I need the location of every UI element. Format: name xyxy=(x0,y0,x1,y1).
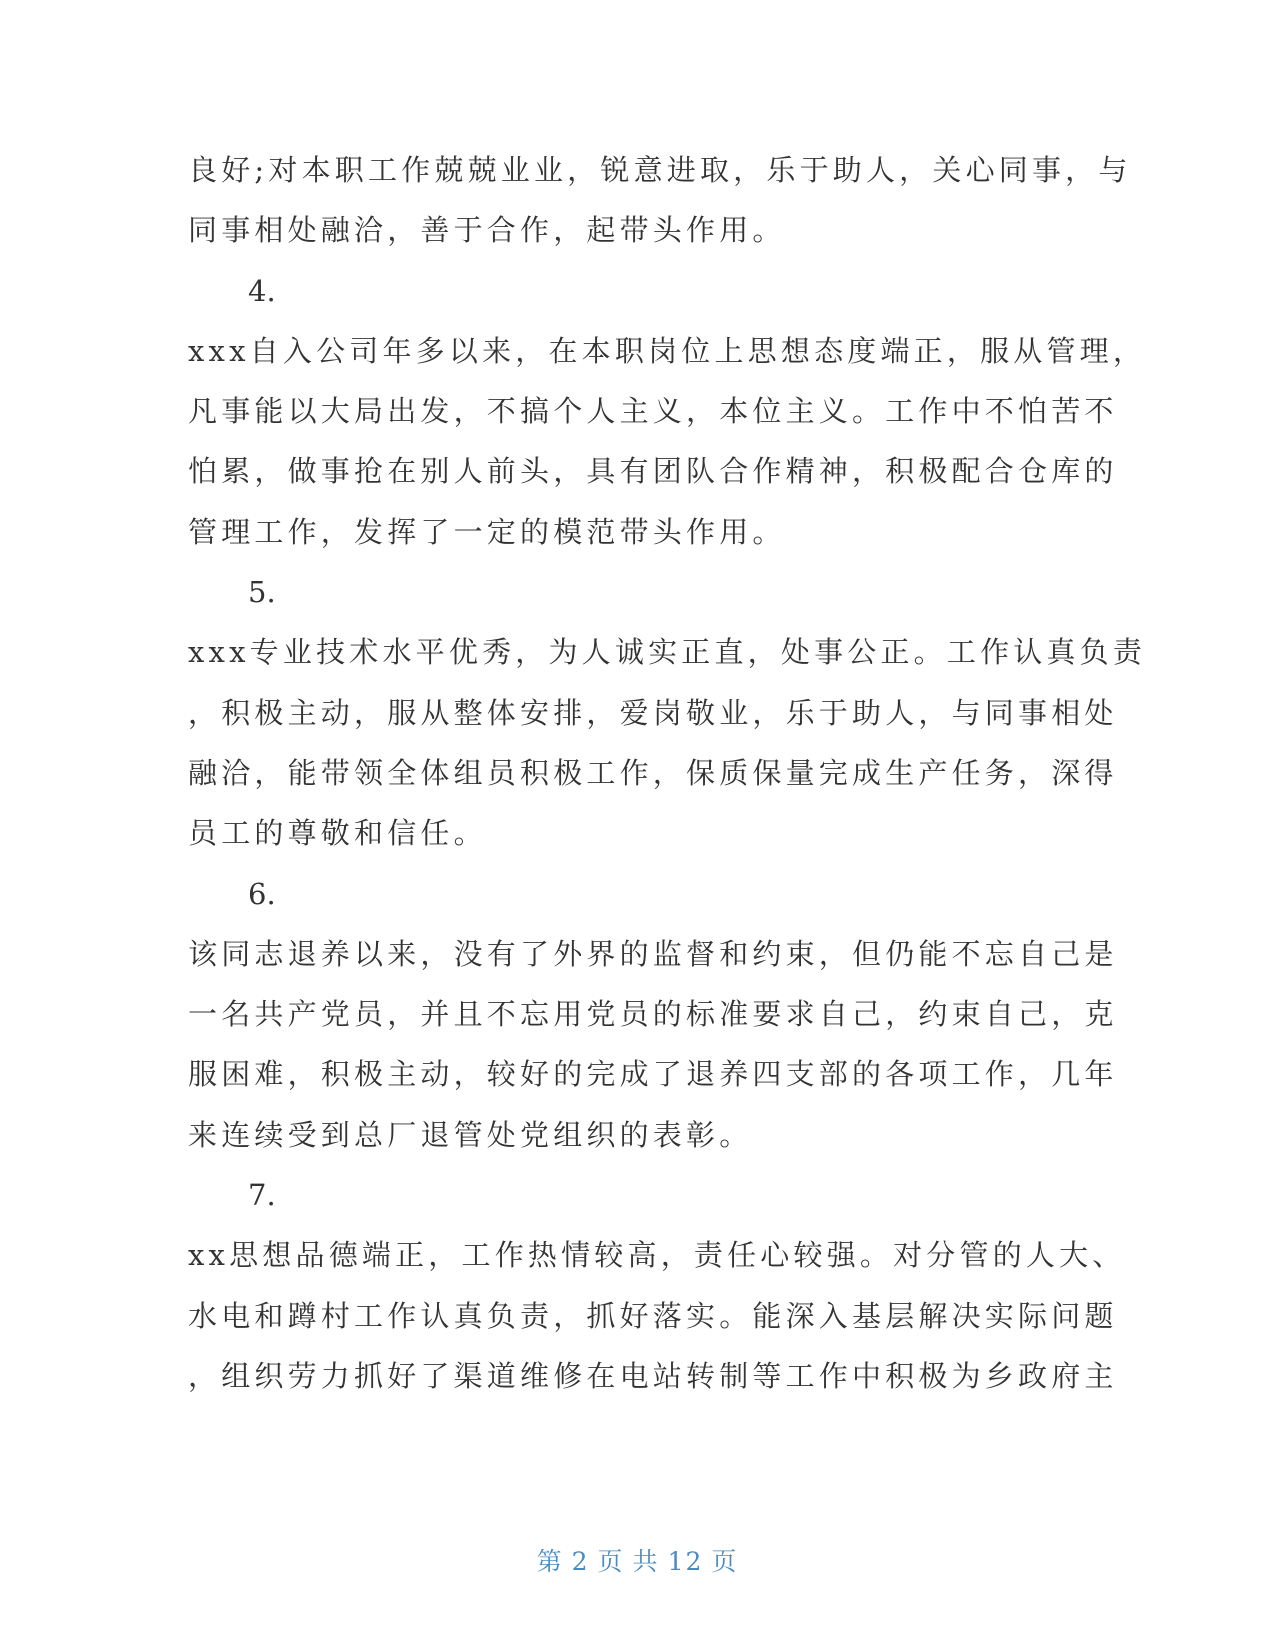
text-line: 服困难，积极主动，较好的完成了退养四支部的各项工作，几年 xyxy=(188,1057,1118,1092)
page-label-suffix: 页 xyxy=(711,1547,739,1576)
text-line: ，积极主动，服从整体安排，爱岗敬业，乐于助人，与同事相处 xyxy=(188,695,1118,730)
text-line: 怕累，做事抢在别人前头，具有团队合作精神，积极配合仓库的 xyxy=(188,454,1118,489)
text-line: xxx专业技术水平优秀，为人诚实正直，处事公正。工作认真负责 xyxy=(188,635,1147,670)
text-line: 同事相处融洽，善于合作，起带头作用。 xyxy=(188,213,786,248)
text-line: 凡事能以大局出发，不搞个人主义，本位主义。工作中不怕苦不 xyxy=(188,394,1118,429)
text-line: 水电和蹲村工作认真负责，抓好落实。能深入基层解决实际问题 xyxy=(188,1298,1118,1333)
page-label-total-prefix: 共 xyxy=(632,1547,660,1576)
text-line: 管理工作，发挥了一定的模范带头作用。 xyxy=(188,514,786,549)
text-line: ，组织劳力抓好了渠道维修在电站转制等工作中积极为乡政府主 xyxy=(188,1358,1118,1393)
page-label-unit: 页 xyxy=(597,1547,625,1576)
text-line: 来连续受到总厂退管处党组织的表彰。 xyxy=(188,1117,753,1152)
document-body xyxy=(188,140,1147,1406)
text-line: 良好;对本职工作兢兢业业，锐意进取，乐于助人，关心同事，与 xyxy=(188,153,1132,187)
text-line: xxx自入公司年多以来，在本职岗位上思想态度端正，服从管理， xyxy=(188,333,1147,368)
total-page-count: 12 xyxy=(667,1547,704,1576)
item-number: 4. xyxy=(248,273,276,308)
text-line: 融洽，能带领全体组员积极工作，保质保量完成生产任务，深得 xyxy=(188,755,1118,790)
page-footer xyxy=(0,1542,1275,1578)
current-page-number: 2 xyxy=(571,1547,590,1576)
item-number: 5. xyxy=(248,575,276,610)
page-label-prefix: 第 xyxy=(536,1547,564,1576)
text-line: xx思想品德端正，工作热情较高，责任心较强。对分管的人大、 xyxy=(188,1238,1126,1273)
item-number: 7. xyxy=(248,1178,276,1213)
text-line: 员工的尊敬和信任。 xyxy=(188,816,487,851)
text-line: 一名共产党员，并且不忘用党员的标准要求自己，约束自己，克 xyxy=(188,997,1118,1032)
item-number: 6. xyxy=(248,876,276,911)
text-line: 该同志退养以来，没有了外界的监督和约束，但仍能不忘自己是 xyxy=(188,936,1118,971)
